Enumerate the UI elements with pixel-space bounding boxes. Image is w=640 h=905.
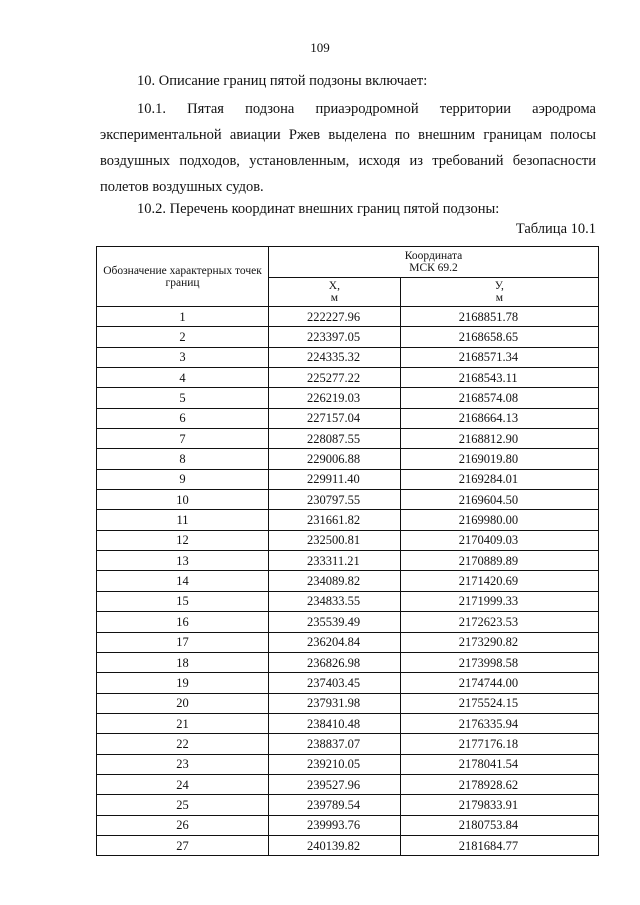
x-coordinate-cell: 234089.82	[269, 571, 401, 591]
page-number: 109	[310, 40, 330, 55]
table-row	[97, 347, 599, 367]
header-coordinate-label: Координата	[404, 250, 463, 262]
x-coordinate-cell: 232500.81	[269, 530, 401, 550]
point-number-cell: 1	[97, 307, 269, 327]
table-row	[97, 388, 599, 408]
x-coordinate-cell: 230797.55	[269, 490, 401, 510]
y-coordinate-cell: 2180753.84	[400, 815, 598, 835]
table-row	[97, 408, 599, 428]
y-coordinate-cell: 2168658.65	[400, 327, 598, 347]
x-coordinate-cell: 237403.45	[269, 673, 401, 693]
x-coordinate-cell: 227157.04	[269, 408, 401, 428]
table-row	[97, 368, 599, 388]
table-row	[97, 449, 599, 469]
paragraph-line: воздушных подходов, установленным, исходя из требований безопасности	[100, 153, 596, 169]
table-row	[97, 612, 599, 632]
y-coordinate-cell: 2170409.03	[400, 530, 598, 550]
table-row	[97, 571, 599, 591]
header-y-label: У,	[494, 280, 504, 292]
x-coordinate-cell: 226219.03	[269, 388, 401, 408]
coordinates-table	[96, 246, 599, 856]
y-coordinate-cell: 2169604.50	[400, 490, 598, 510]
table-row	[97, 530, 599, 550]
y-coordinate-cell: 2181684.77	[400, 835, 598, 855]
point-number-cell: 6	[97, 408, 269, 428]
y-coordinate-cell: 2177176.18	[400, 734, 598, 754]
y-coordinate-cell: 2170889.89	[400, 551, 598, 571]
table-row	[97, 734, 599, 754]
y-coordinate-cell: 2173998.58	[400, 652, 598, 672]
x-coordinate-cell: 228087.55	[269, 429, 401, 449]
x-coordinate-cell: 236204.84	[269, 632, 401, 652]
y-coordinate-cell: 2168543.11	[400, 368, 598, 388]
point-number-cell: 9	[97, 469, 269, 489]
x-coordinate-cell: 236826.98	[269, 652, 401, 672]
table-row	[97, 693, 599, 713]
y-coordinate-cell: 2169019.80	[400, 449, 598, 469]
y-coordinate-cell: 2173290.82	[400, 632, 598, 652]
y-coordinate-cell: 2168571.34	[400, 347, 598, 367]
point-number-cell: 25	[97, 795, 269, 815]
table-row	[97, 774, 599, 794]
table-row	[97, 815, 599, 835]
point-number-cell: 24	[97, 774, 269, 794]
header-coordinate-system: МСК 69.2	[409, 262, 458, 274]
header-y-unit: м	[495, 292, 503, 304]
table-row	[97, 652, 599, 672]
paragraph-10-1	[100, 96, 596, 200]
coordinates-table-body	[97, 307, 599, 856]
point-number-cell: 22	[97, 734, 269, 754]
y-coordinate-cell: 2169284.01	[400, 469, 598, 489]
header-x-unit: м	[330, 292, 338, 304]
header-coordinate-group	[269, 247, 599, 278]
table-row	[97, 754, 599, 774]
y-coordinate-cell: 2179833.91	[400, 795, 598, 815]
section-heading: 10. Описание границ пятой подзоны включает:	[137, 73, 428, 89]
x-coordinate-cell: 229006.88	[269, 449, 401, 469]
paragraph-10-2: 10.2. Перечень координат внешних границ пятой подзоны:	[137, 201, 500, 217]
y-coordinate-cell: 2169980.00	[400, 510, 598, 530]
table-row	[97, 835, 599, 855]
x-coordinate-cell: 238837.07	[269, 734, 401, 754]
point-number-cell: 7	[97, 429, 269, 449]
table-row	[97, 307, 599, 327]
table-row	[97, 327, 599, 347]
x-coordinate-cell: 238410.48	[269, 713, 401, 733]
point-number-cell: 23	[97, 754, 269, 774]
x-coordinate-cell: 234833.55	[269, 591, 401, 611]
y-coordinate-cell: 2168812.90	[400, 429, 598, 449]
point-number-cell: 21	[97, 713, 269, 733]
x-coordinate-cell: 229911.40	[269, 469, 401, 489]
x-coordinate-cell: 233311.21	[269, 551, 401, 571]
point-number-cell: 26	[97, 815, 269, 835]
x-coordinate-cell: 239993.76	[269, 815, 401, 835]
table-row	[97, 795, 599, 815]
point-number-cell: 18	[97, 652, 269, 672]
table-row	[97, 510, 599, 530]
x-coordinate-cell: 240139.82	[269, 835, 401, 855]
table-row	[97, 469, 599, 489]
header-point-designation: Обозначение характерных точек границ	[97, 247, 269, 307]
x-coordinate-cell: 237931.98	[269, 693, 401, 713]
x-coordinate-cell: 231661.82	[269, 510, 401, 530]
point-number-cell: 12	[97, 530, 269, 550]
table-caption: Таблица 10.1	[515, 221, 596, 237]
x-coordinate-cell: 225277.22	[269, 368, 401, 388]
header-x	[269, 278, 401, 307]
x-coordinate-cell: 239527.96	[269, 774, 401, 794]
table-row	[97, 429, 599, 449]
table-row	[97, 632, 599, 652]
x-coordinate-cell: 224335.32	[269, 347, 401, 367]
point-number-cell: 27	[97, 835, 269, 855]
point-number-cell: 10	[97, 490, 269, 510]
point-number-cell: 15	[97, 591, 269, 611]
table-row	[97, 591, 599, 611]
header-y	[400, 278, 598, 307]
paragraph-line: 10.1. Пятая подзона приаэродромной территории аэродрома	[137, 101, 596, 117]
point-number-cell: 20	[97, 693, 269, 713]
y-coordinate-cell: 2178928.62	[400, 774, 598, 794]
point-number-cell: 3	[97, 347, 269, 367]
point-number-cell: 19	[97, 673, 269, 693]
point-number-cell: 14	[97, 571, 269, 591]
y-coordinate-cell: 2168664.13	[400, 408, 598, 428]
x-coordinate-cell: 222227.96	[269, 307, 401, 327]
y-coordinate-cell: 2178041.54	[400, 754, 598, 774]
y-coordinate-cell: 2171420.69	[400, 571, 598, 591]
paragraph-line: полетов воздушных судов.	[100, 179, 264, 195]
y-coordinate-cell: 2172623.53	[400, 612, 598, 632]
y-coordinate-cell: 2171999.33	[400, 591, 598, 611]
y-coordinate-cell: 2176335.94	[400, 713, 598, 733]
point-number-cell: 13	[97, 551, 269, 571]
y-coordinate-cell: 2174744.00	[400, 673, 598, 693]
point-number-cell: 5	[97, 388, 269, 408]
point-number-cell: 11	[97, 510, 269, 530]
x-coordinate-cell: 223397.05	[269, 327, 401, 347]
x-coordinate-cell: 235539.49	[269, 612, 401, 632]
point-number-cell: 2	[97, 327, 269, 347]
x-coordinate-cell: 239210.05	[269, 754, 401, 774]
y-coordinate-cell: 2175524.15	[400, 693, 598, 713]
point-number-cell: 8	[97, 449, 269, 469]
table-row	[97, 713, 599, 733]
table-row	[97, 551, 599, 571]
point-number-cell: 4	[97, 368, 269, 388]
y-coordinate-cell: 2168851.78	[400, 307, 598, 327]
table-row	[97, 490, 599, 510]
table-row	[97, 673, 599, 693]
y-coordinate-cell: 2168574.08	[400, 388, 598, 408]
point-number-cell: 16	[97, 612, 269, 632]
x-coordinate-cell: 239789.54	[269, 795, 401, 815]
paragraph-line: экспериментальной авиации Ржев выделена по внешним границам полосы	[100, 127, 596, 143]
header-x-label: X,	[328, 280, 340, 292]
point-number-cell: 17	[97, 632, 269, 652]
